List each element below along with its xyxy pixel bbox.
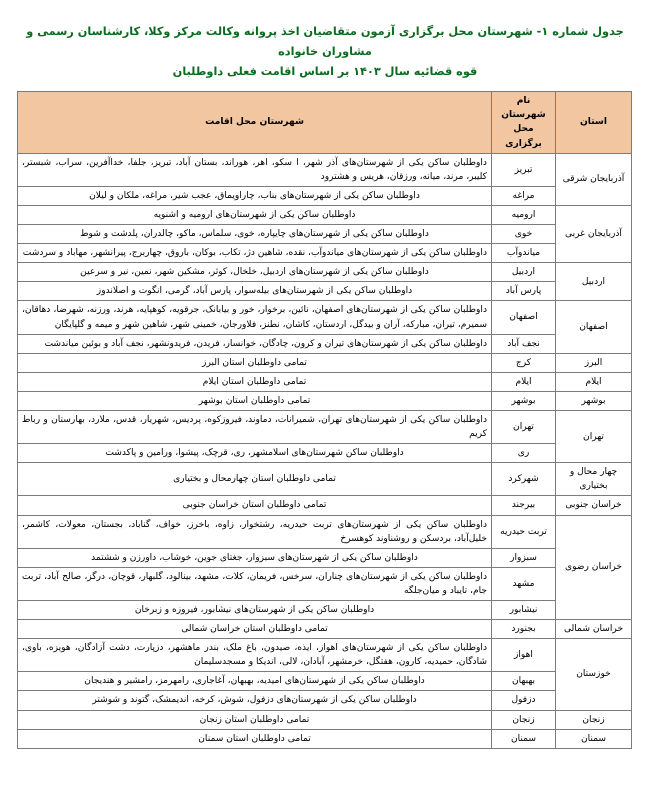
- province-cell: خوزستان: [556, 639, 632, 710]
- residence-cell: داوطلبان ساکن یکی از شهرستان‌های تیران و کرون، چادگان، خوانسار، فریدن، فریدونشهر، نجف آباد و بوئین میاندشت: [18, 334, 492, 353]
- residence-cell: داوطلبان ساکن یکی از شهرستان‌های امیدیه، بهبهان، آغاجاری، رامهرمز، رامشیر و هندیجان: [18, 672, 492, 691]
- city-cell: اهواز: [492, 639, 556, 672]
- header-row: [18, 92, 632, 153]
- city-cell: سمنان: [492, 729, 556, 748]
- province-cell: خراسان رضوی: [556, 515, 632, 620]
- table-row: [18, 186, 632, 205]
- column-header-province: استان: [556, 92, 632, 153]
- table-row: [18, 567, 632, 600]
- city-cell: میاندوآب: [492, 244, 556, 263]
- residence-cell: تمامی داوطلبان استان زنجان: [18, 710, 492, 729]
- table-row: [18, 710, 632, 729]
- residence-cell: تمامی داوطلبان استان سمنان: [18, 729, 492, 748]
- city-cell: مشهد: [492, 567, 556, 600]
- province-cell: ایلام: [556, 372, 632, 391]
- residence-cell: تمامی داوطلبان استان خراسان جنوبی: [18, 496, 492, 515]
- table-row: [18, 263, 632, 282]
- table-row: [18, 672, 632, 691]
- table-row: [18, 244, 632, 263]
- city-cell: سبزوار: [492, 548, 556, 567]
- table-body: [18, 153, 632, 748]
- city-cell: اصفهان: [492, 301, 556, 334]
- table-row: [18, 301, 632, 334]
- table-row: [18, 282, 632, 301]
- residence-cell: تمامی داوطلبان استان ایلام: [18, 372, 492, 391]
- city-cell: نیشابور: [492, 601, 556, 620]
- table-row: [18, 620, 632, 639]
- table-row: [18, 496, 632, 515]
- residence-cell: داوطلبان ساکن یکی از شهرستان‌های بیله‌سوار، پارس آباد، گرمی، انگوت و اصلاندوز: [18, 282, 492, 301]
- residence-cell: داوطلبان ساکن یکی از شهرستان‌های اهواز، ایذه، صیدون، باغ ملک، بندر ماهشهر، دزپارت، دشت آزادگان، هویزه، باوی، شادگان، حمیدیه، کارون، هفتگل، خرمشهر، آبادان، لالی، اندیکا و مسجدسلیمان: [18, 639, 492, 672]
- residence-cell: داوطلبان ساکن یکی از شهرستان‌های ارومیه و اشنویه: [18, 205, 492, 224]
- city-cell: زنجان: [492, 710, 556, 729]
- province-cell: بوشهر: [556, 391, 632, 410]
- city-cell: خوی: [492, 225, 556, 244]
- province-cell: آذربایجان شرقی: [556, 153, 632, 205]
- table-row: [18, 601, 632, 620]
- city-cell: دزفول: [492, 691, 556, 710]
- table-row: [18, 353, 632, 372]
- exam-location-table: [17, 91, 632, 748]
- residence-cell: تمامی داوطلبان استان خراسان شمالی: [18, 620, 492, 639]
- residence-cell: داوطلبان ساکن یکی از شهرستان‌های چناران، سرخس، فریمان، کلات، مشهد، بینالود، گلبهار، قوچان، درگز، صالح آباد، تربت جام، تایباد و میان‌جلگه: [18, 567, 492, 600]
- city-cell: کرج: [492, 353, 556, 372]
- city-cell: اردبیل: [492, 263, 556, 282]
- province-cell: چهار محال و بختیاری: [556, 463, 632, 496]
- residence-cell: داوطلبان ساکن یکی از شهرستان‌های چایپاره، خوی، سلماس، ماکو، چالدران، پلدشت و شوط: [18, 225, 492, 244]
- table-row: [18, 153, 632, 186]
- table-row: [18, 372, 632, 391]
- column-header-residence: شهرستان محل اقامت: [18, 92, 492, 153]
- table-row: [18, 729, 632, 748]
- city-cell: تربت حیدریه: [492, 515, 556, 548]
- province-cell: اردبیل: [556, 263, 632, 301]
- table-row: [18, 463, 632, 496]
- table-row: [18, 548, 632, 567]
- page-title: [18, 22, 632, 81]
- residence-cell: داوطلبان ساکن یکی از شهرستان‌های تربت حیدریه، رشتخوار، زاوه، باخرز، خواف، گناباد، بجستان، معولات، کاشمر، خلیل‌آباد، بردسکن و روشناوند کوهسرخ: [18, 515, 492, 548]
- city-cell: بهبهان: [492, 672, 556, 691]
- table-row: [18, 225, 632, 244]
- table-header: [18, 92, 632, 153]
- residence-cell: داوطلبان ساکن یکی از شهرستان‌های نیشابور، فیروزه و زبرخان: [18, 601, 492, 620]
- city-cell: پارس آباد: [492, 282, 556, 301]
- city-cell: بجنورد: [492, 620, 556, 639]
- table-row: [18, 691, 632, 710]
- city-cell: ری: [492, 444, 556, 463]
- residence-cell: داوطلبان ساکن یکی از شهرستان‌های اصفهان، نائین، برخوار، خور و بیابانک، جرقویه، کوهپایه، هرند، ورزنه، شهرضا، دهاقان، سمیرم، تیران، مبارکه، آران و بیدگل، اردستان، کاشان، نطنز، فلاورجان، خمینی شهر، شاهین شهر و میمه و گلپایگان: [18, 301, 492, 334]
- table-row: [18, 205, 632, 224]
- city-cell: تبریز: [492, 153, 556, 186]
- table-row: [18, 515, 632, 548]
- table-row: [18, 410, 632, 443]
- province-cell: تهران: [556, 410, 632, 462]
- city-cell: بوشهر: [492, 391, 556, 410]
- province-cell: اصفهان: [556, 301, 632, 353]
- province-cell: زنجان: [556, 710, 632, 729]
- province-cell: سمنان: [556, 729, 632, 748]
- table-row: [18, 639, 632, 672]
- city-cell: شهرکرد: [492, 463, 556, 496]
- residence-cell: داوطلبان ساکن شهرستان‌های اسلامشهر، ری، قرچک، پیشوا، ورامین و پاکدشت: [18, 444, 492, 463]
- residence-cell: تمامی داوطلبان استان چهارمحال و بختیاری: [18, 463, 492, 496]
- city-cell: ایلام: [492, 372, 556, 391]
- city-cell: نجف آباد: [492, 334, 556, 353]
- residence-cell: داوطلبان ساکن یکی از شهرستان‌های بناب، چاراویماق، عجب شیر، مراغه، ملکان و لیلان: [18, 186, 492, 205]
- province-cell: خراسان شمالی: [556, 620, 632, 639]
- table-row: [18, 444, 632, 463]
- residence-cell: داوطلبان ساکن یکی از شهرستان‌های اردبیل، خلخال، کوثر، مشکین شهر، نمین، نیر و سرعین: [18, 263, 492, 282]
- residence-cell: داوطلبان ساکن یکی از شهرستان‌های میاندوآب، نقده، شاهین دژ، تکاب، بوکان، باروق، چهاربرج، پیرانشهر، مهاباد و سردشت: [18, 244, 492, 263]
- province-cell: آذربایجان غربی: [556, 205, 632, 262]
- column-header-city: نام شهرستان محل برگزاری: [492, 92, 556, 153]
- residence-cell: داوطلبان ساکن یکی از شهرستان‌های تهران، شمیرانات، دماوند، فیروزکوه، پردیس، شهریار، قدس، ملارد، بهارستان و رباط کریم: [18, 410, 492, 443]
- residence-cell: تمامی داوطلبان استان البرز: [18, 353, 492, 372]
- table-row: [18, 334, 632, 353]
- city-cell: مراغه: [492, 186, 556, 205]
- city-cell: تهران: [492, 410, 556, 443]
- residence-cell: داوطلبان ساکن یکی از شهرستان‌های سبزوار، جغتای جوین، خوشاب، داورزن و ششتمد: [18, 548, 492, 567]
- residence-cell: تمامی داوطلبان استان بوشهر: [18, 391, 492, 410]
- province-cell: خراسان جنوبی: [556, 496, 632, 515]
- residence-cell: داوطلبان ساکن یکی از شهرستان‌های دزفول، شوش، کرخه، اندیمشک، گتوند و شوشتر: [18, 691, 492, 710]
- page-title-line-1: جدول شماره ۱- شهرستان محل برگزاری آزمون متقاضیان اخذ پروانه وکالت مرکز وکلا، کارشناسان رسمی و مشاوران خانواده: [26, 25, 624, 58]
- province-cell: البرز: [556, 353, 632, 372]
- residence-cell: داوطلبان ساکن یکی از شهرستان‌های آذر شهر، ا سکو، اهر، هوراند، بستان آباد، تبریز، جلفا، خداآفرین، سراب، شبستر، کلیبر، مرند، میانه، ورزقان، هریس و هشترود: [18, 153, 492, 186]
- table-row: [18, 391, 632, 410]
- city-cell: ارومیه: [492, 205, 556, 224]
- page-title-line-2: قوه قضائیه سال ۱۴۰۳ بر اساس اقامت فعلی داوطلبان: [172, 64, 478, 78]
- city-cell: بیرجند: [492, 496, 556, 515]
